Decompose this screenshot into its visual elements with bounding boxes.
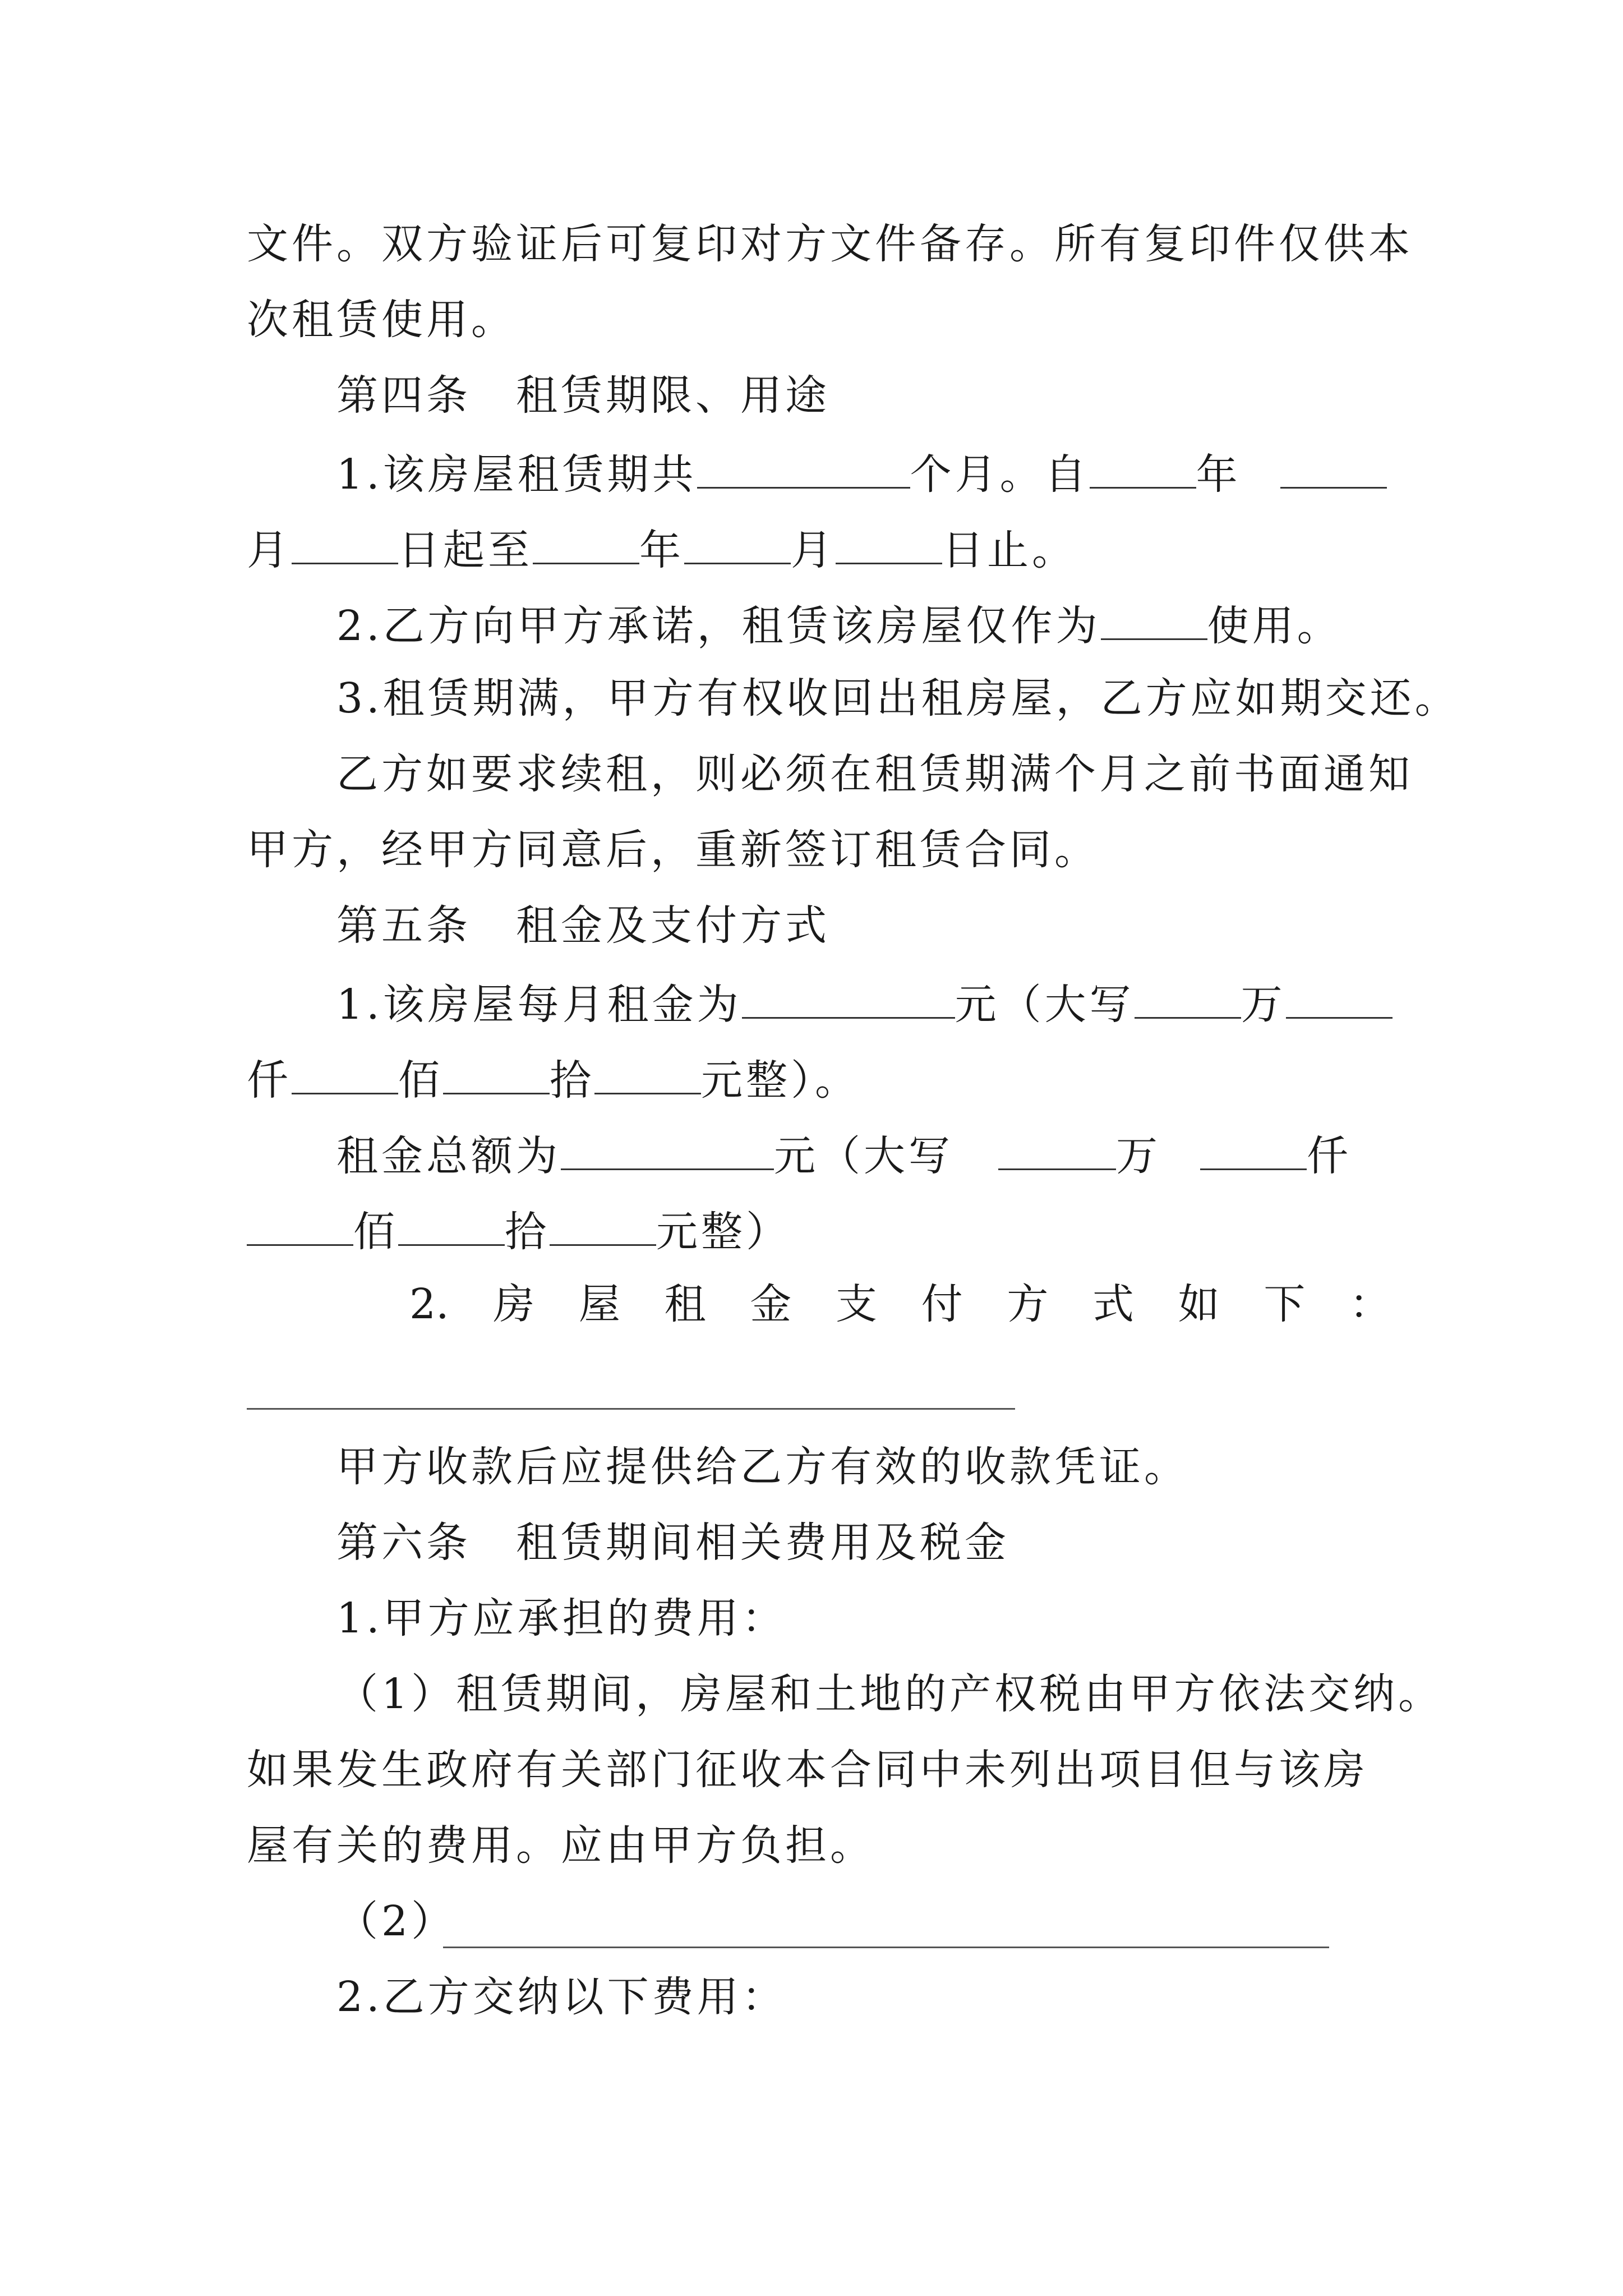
- payment-method-line: 2. 房 屋 租 金 支 付 方 式 如 下 ：: [409, 1280, 1391, 1328]
- paragraph-text: 3.租赁期满，甲方有权收回出租房屋，乙方应如期交还。: [336, 674, 1460, 723]
- blank-field[interactable]: [550, 1200, 656, 1246]
- blank-field[interactable]: [292, 519, 398, 564]
- blank-field[interactable]: [292, 1049, 398, 1094]
- text-line: [247, 1742, 1391, 1798]
- text-line: 佰 拾 元整）: [247, 1200, 1391, 1257]
- blank-field[interactable]: [247, 1200, 353, 1246]
- paragraph-text: 乙方如要求续租，则必须在租赁期满个月之前书面通知: [336, 750, 1413, 798]
- blank-field[interactable]: [398, 1200, 505, 1246]
- paragraph-text: 屋有关的费用。应由甲方负担。: [247, 1821, 875, 1870]
- blank-field[interactable]: [1135, 973, 1241, 1019]
- text-line: [247, 822, 1391, 878]
- text-line: [247, 216, 1413, 272]
- blank-field[interactable]: [697, 443, 910, 489]
- article-title: 租赁期限、用途: [516, 371, 830, 420]
- text-line: 月 日起至 年 月 日止。: [247, 519, 1391, 575]
- article-4-heading: [336, 367, 1391, 424]
- item-number: （2）: [336, 1897, 457, 1945]
- blank-field[interactable]: [836, 519, 942, 564]
- article-title: 租金及支付方式: [516, 901, 830, 950]
- text-line: 租金总额为 元（大写 万 仟: [336, 1125, 1391, 1181]
- blank-field[interactable]: [1090, 443, 1196, 489]
- paragraph-text: 如果发生政府有关部门征收本合同中未列出项目但与该房: [247, 1746, 1368, 1794]
- blank-field[interactable]: [247, 1408, 1015, 1410]
- article-number: 第六条: [336, 1519, 471, 1567]
- blank-field[interactable]: [1280, 443, 1387, 489]
- article-6-heading: [336, 1515, 1391, 1571]
- paragraph-text: 次租赁使用。: [247, 296, 516, 344]
- text-line: 2.乙方向甲方承诺，租赁该房屋仅作为 使用。: [336, 595, 1391, 651]
- text-line: [336, 1969, 1391, 2025]
- blank-field[interactable]: [1286, 973, 1393, 1019]
- article-number: 第四条: [336, 371, 471, 420]
- blank-field[interactable]: [742, 973, 955, 1019]
- text-line: 1.该房屋每月租金为 元（大写 万: [336, 973, 1391, 1029]
- text-line: 1.该房屋租赁期共 个月。自 年: [336, 443, 1391, 499]
- text-line: [336, 1439, 1391, 1495]
- paragraph-text: 甲方收款后应提供给乙方有效的收款凭证。: [336, 1443, 1189, 1491]
- blank-field[interactable]: [533, 519, 639, 564]
- text-line: [336, 1590, 1391, 1646]
- article-5-heading: [336, 898, 1391, 954]
- text-line: [336, 670, 1460, 726]
- blank-field[interactable]: [1101, 595, 1207, 640]
- blank-field[interactable]: [443, 1049, 550, 1094]
- paragraph-text: 文件。双方验证后可复印对方文件备存。所有复印件仅供本: [247, 220, 1413, 268]
- paragraph-text: （1）租赁期间，房屋和土地的产权税由甲方依法交纳。: [336, 1670, 1444, 1718]
- blank-field[interactable]: [684, 519, 791, 564]
- text-line: [247, 1818, 1391, 1874]
- article-title: 租赁期间相关费用及税金: [516, 1519, 1009, 1567]
- blank-field[interactable]: [998, 1125, 1116, 1170]
- blank-field[interactable]: [443, 1947, 1329, 1948]
- text-line: [247, 292, 1391, 348]
- article-number: 第五条: [336, 901, 471, 950]
- blank-field[interactable]: [561, 1125, 774, 1170]
- paragraph-text: 2.乙方交纳以下费用：: [336, 1973, 787, 2021]
- paragraph-text: 1.甲方应承担的费用：: [336, 1594, 787, 1642]
- paragraph-text: 甲方，经甲方同意后，重新签订租赁合同。: [247, 826, 1099, 874]
- blank-field[interactable]: [594, 1049, 701, 1094]
- text-line: [336, 1666, 1444, 1722]
- text-line: 仟 佰 拾 元整）。: [247, 1049, 1391, 1105]
- blank-field[interactable]: [1200, 1125, 1307, 1170]
- text-line: [336, 746, 1413, 802]
- text-line: [336, 1893, 505, 1949]
